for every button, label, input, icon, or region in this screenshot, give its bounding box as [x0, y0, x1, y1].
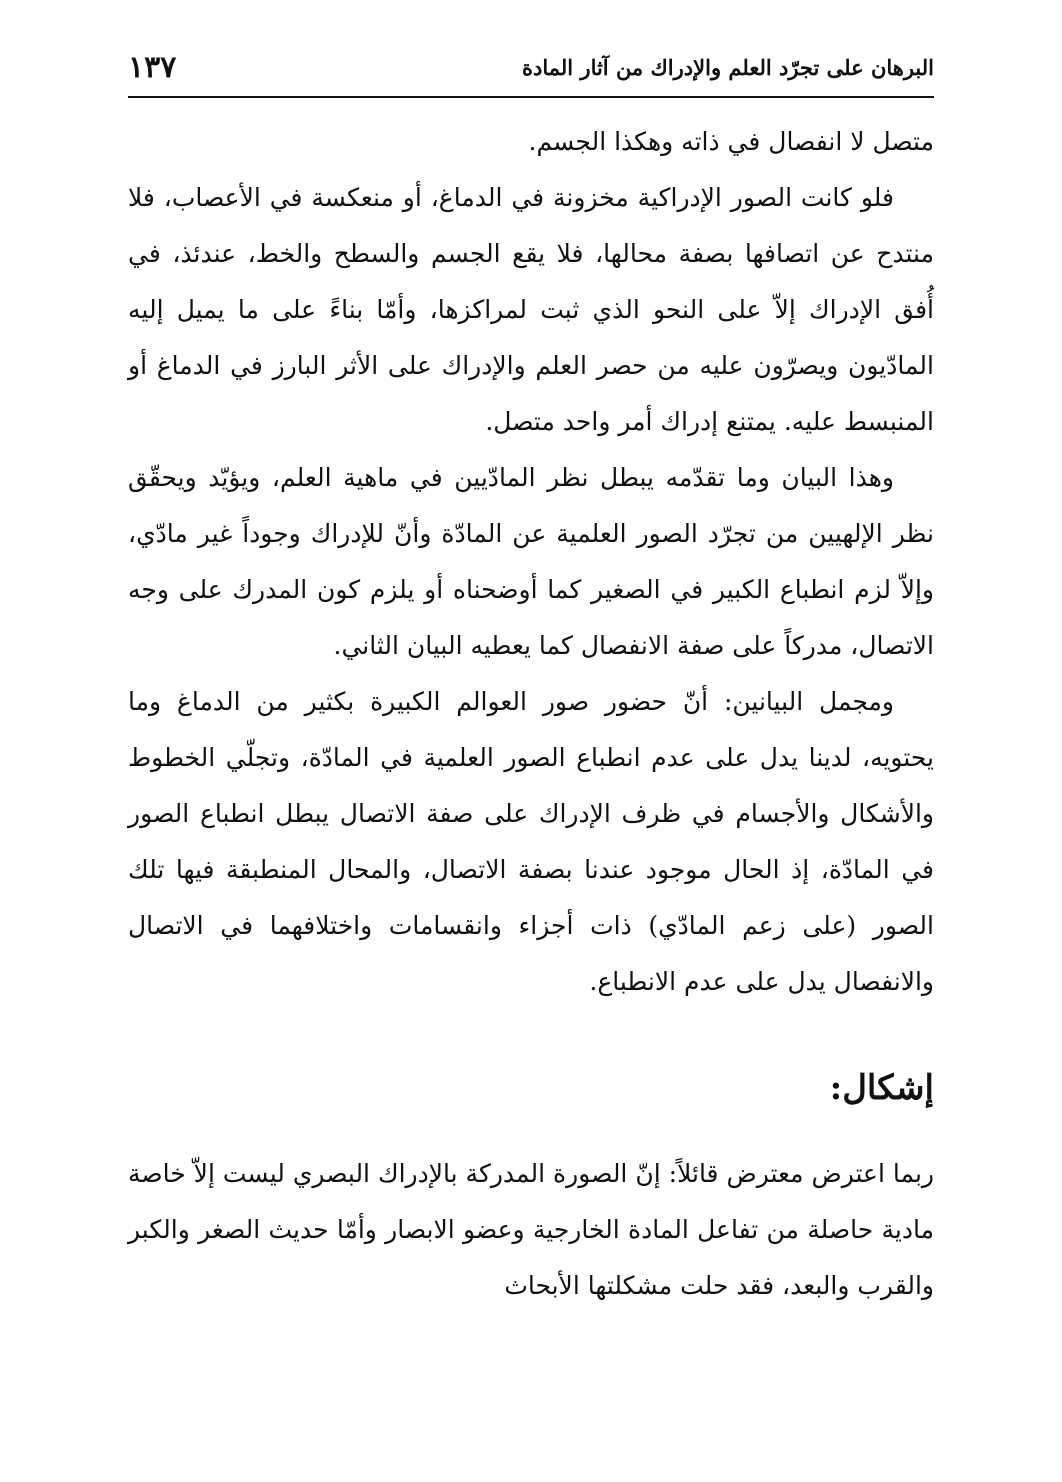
paragraph: فلو كانت الصور الإدراكية مخزونة في الدماغ، أو منعكسة في الأعصاب، فلا منتدح عن اتصافها بصفة محالها، فلا يقع الجسم والسطح والخط، عندئذ، في أُفق الإدراك إلاّ على النحو الذي ثبت لمراكزها، وأمّا بناءً على ما يميل إليه المادّيون ويصرّون عليه من حصر العلم والإدراك على الأثر البارز في الدماغ أو المنبسط عليه. يمتنع إدراك أمر واحد متصل. [128, 183, 934, 436]
paragraph: ومجمل البيانين: أنّ حضور صور العوالم الكبيرة بكثير من الدماغ وما يحتويه، لدينا يدل على عدم انطباع الصور العلمية في المادّة، وتجلّي الخطوط والأشكال والأجسام في ظرف الإدراك على صفة الاتصال يبطل انطباع الصور في المادّة، إذ الحال موجود عندنا بصفة الاتصال، والمحال المنطبقة فيها تلك الصور (على زعم المادّي) ذات أجزاء وانقسامات واختلافهما في الاتصال والانفصال يدل على عدم الانطباع. [128, 687, 934, 996]
running-header [128, 40, 934, 94]
header-title: البرهان على تجرّد العلم والإدراك من آثار المادة [521, 54, 934, 80]
page-number: ١٣٧ [128, 49, 177, 85]
section-heading: إشكال: [829, 1068, 934, 1108]
paragraph-continuation: متصل لا انفصال في ذاته وهكذا الجسم. [528, 127, 934, 156]
paragraph: ربما اعترض معترض قائلاً: إنّ الصورة المدركة بالإدراك البصري ليست إلاّ خاصة مادية حاصلة من تفاعل المادة الخارجية وعضو الابصار وأمّا حديث الصغر والكبر والقرب والبعد، فقد حلت مشكلتها الأبحاث [128, 1159, 934, 1300]
header-rule [128, 96, 934, 98]
page-body [128, 114, 934, 1314]
paragraph: وهذا البيان وما تقدّمه يبطل نظر المادّيين في ماهية العلم، ويؤيّد ويحقّق نظر الإلهيين من تجرّد الصور العلمية عن المادّة وأنّ للإدراك وجوداً غير مادّي، وإلاّ لزم انطباع الكبير في الصغير كما أوضحناه أو يلزم كون المدرك على وجه الاتصال، مدركاً على صفة الانفصال كما يعطيه البيان الثاني. [128, 463, 934, 660]
